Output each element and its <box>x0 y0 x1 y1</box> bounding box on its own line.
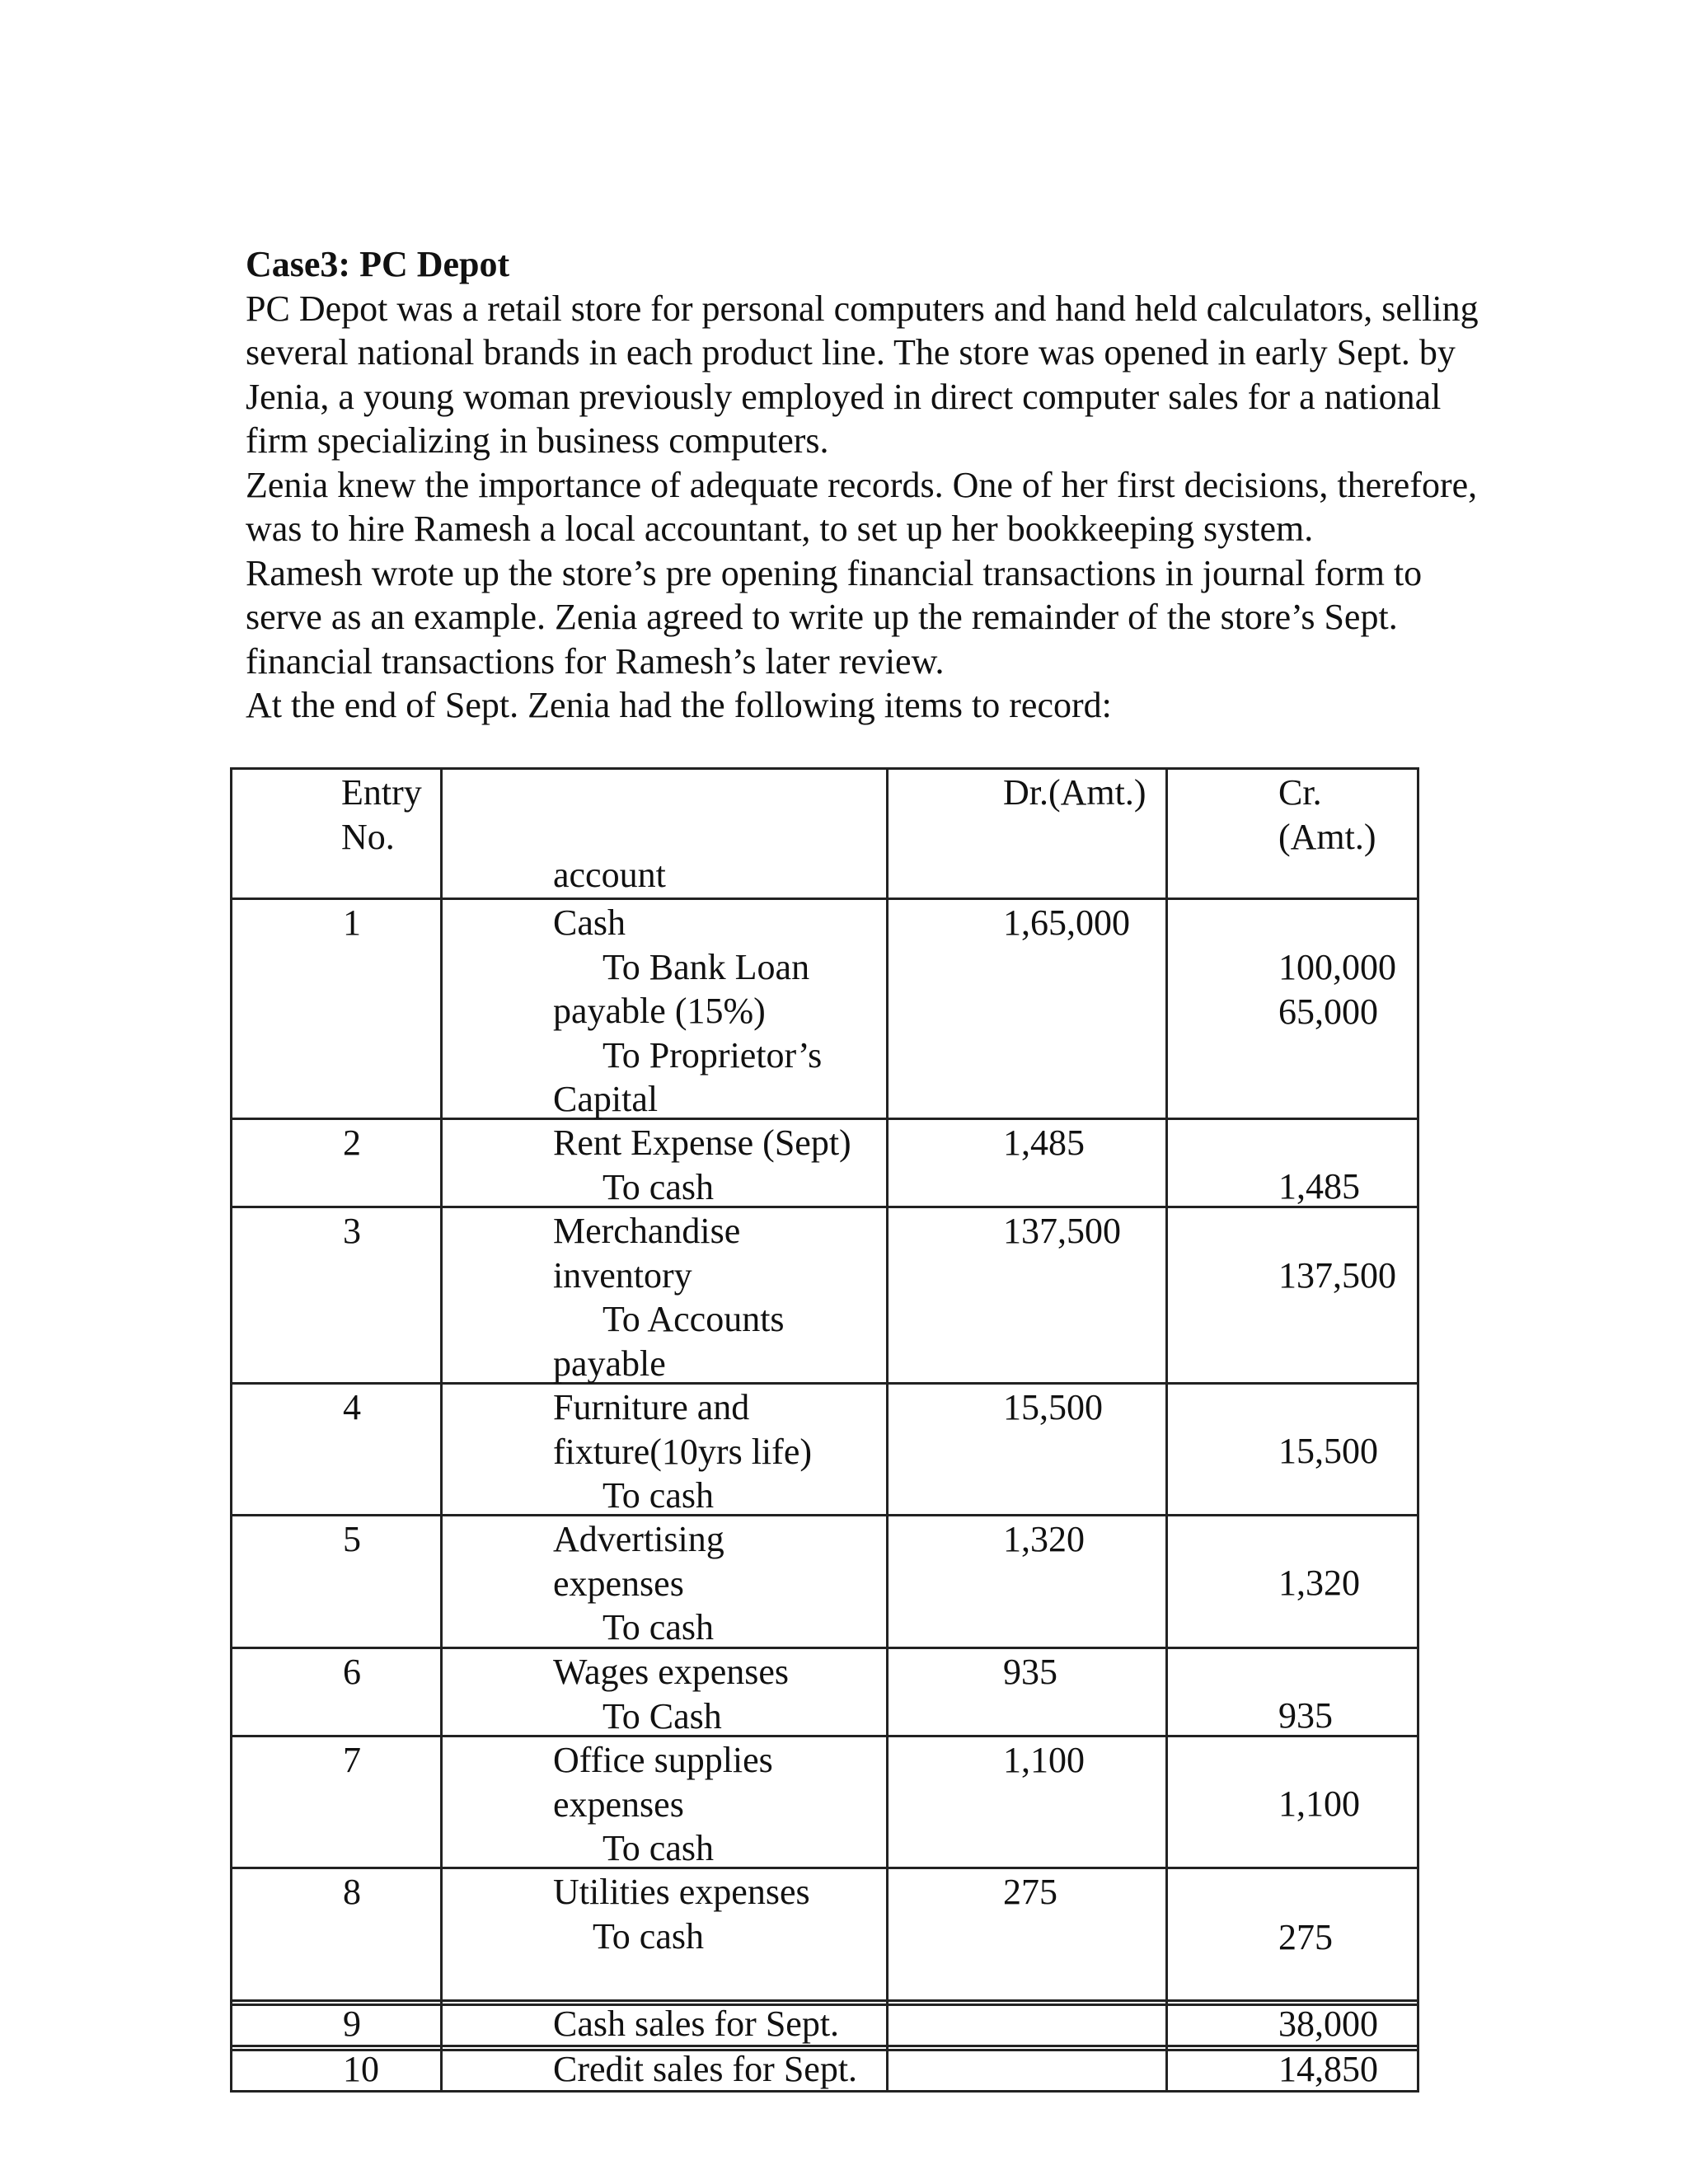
paragraph-line: At the end of Sept. Zenia had the following items to record: <box>246 685 1112 725</box>
credit-amount: 1,320 <box>1278 1563 1360 1603</box>
table-border <box>230 898 1419 900</box>
account-cell: Cash sales for Sept. <box>553 2004 840 2044</box>
table-border <box>1165 767 1168 2093</box>
table-border <box>230 1647 1419 1649</box>
credit-amount: 1,485 <box>1278 1166 1360 1207</box>
table-border <box>886 767 889 2093</box>
table-border <box>230 1735 1419 1737</box>
account-cell: Office supplies expenses To cash <box>553 1740 773 1868</box>
credit-amount: 935 <box>1278 1695 1333 1736</box>
table-border <box>230 767 1419 770</box>
entry-number: 1 <box>343 902 361 943</box>
credit-amount: 100,000 65,000 <box>1278 947 1396 1032</box>
debit-amount: 1,485 <box>1003 1122 1085 1163</box>
debit-amount: 1,65,000 <box>1003 902 1130 943</box>
paragraph-line: Jenia, a young woman previously employed in direct computer sales for a national <box>246 376 1442 417</box>
paragraph-line: firm specializing in business computers. <box>246 420 829 461</box>
credit-amount: 275 <box>1278 1917 1333 1957</box>
credit-amount: 15,500 <box>1278 1431 1378 1471</box>
header-debit: Dr.(Amt.) <box>1003 772 1146 813</box>
debit-amount: 275 <box>1003 1872 1057 1912</box>
account-cell: Utilities expenses To cash <box>553 1872 810 1957</box>
table-border <box>230 1382 1419 1385</box>
entry-number: 4 <box>343 1387 361 1427</box>
entry-number: 10 <box>343 2049 379 2089</box>
entry-number: 9 <box>343 2004 361 2044</box>
debit-amount: 1,100 <box>1003 1740 1085 1780</box>
debit-amount: 15,500 <box>1003 1387 1103 1427</box>
table-border <box>230 1118 1419 1120</box>
entry-number: 5 <box>343 1519 361 1559</box>
credit-amount: 137,500 <box>1278 1255 1396 1296</box>
paragraph-line: Zenia knew the importance of adequate records. One of her first decisions, therefore, <box>246 464 1478 505</box>
header-credit: Cr. (Amt.) <box>1278 772 1376 857</box>
account-cell: Merchandise inventory To Accounts payable <box>553 1211 785 1384</box>
account-cell: Credit sales for Sept. <box>553 2049 858 2089</box>
paragraph-line: financial transactions for Ramesh’s later review. <box>246 640 945 682</box>
credit-amount: 1,100 <box>1278 1783 1360 1824</box>
table-border <box>440 767 443 2093</box>
paragraph-line: serve as an example. Zenia agreed to write up the remainder of the store’s Sept. <box>246 597 1398 637</box>
entry-number: 3 <box>343 1211 361 1251</box>
account-cell: Furniture and fixture(10yrs life) To cash <box>553 1387 812 1516</box>
case-description <box>246 242 1581 728</box>
table-border <box>230 1867 1419 1869</box>
case-title: Case3: PC Depot <box>246 244 510 284</box>
paragraph-line: PC Depot was a retail store for personal computers and hand held calculators, selling <box>246 288 1479 329</box>
credit-amount: 14,850 <box>1278 2049 1378 2089</box>
account-cell: Advertising expenses To cash <box>553 1519 724 1647</box>
table-border <box>1417 767 1419 2093</box>
paragraph-line: Ramesh wrote up the store’s pre opening financial transactions in journal form to <box>246 552 1423 593</box>
entry-number: 7 <box>343 1740 361 1780</box>
entry-number: 6 <box>343 1652 361 1692</box>
debit-amount: 1,320 <box>1003 1519 1085 1559</box>
table-border <box>230 767 232 2093</box>
account-cell: Rent Expense (Sept) To cash <box>553 1122 851 1207</box>
paragraph-line: several national brands in each product line. The store was opened in early Sept. by <box>246 332 1456 373</box>
table-border <box>230 1514 1419 1516</box>
debit-amount: 137,500 <box>1003 1211 1121 1251</box>
account-cell: Wages expenses To Cash <box>553 1652 790 1736</box>
paragraph-line: was to hire Ramesh a local accountant, to set up her bookkeeping system. <box>246 509 1314 549</box>
header-entry-no: Entry No. <box>341 772 422 857</box>
journal-table <box>230 767 1419 2093</box>
credit-amount: 38,000 <box>1278 2004 1378 2044</box>
header-account: account <box>553 855 666 895</box>
entry-number: 2 <box>343 1122 361 1163</box>
account-cell: Cash To Bank Loan payable (15%) To Proprietor’s Capital <box>553 902 823 1119</box>
debit-amount: 935 <box>1003 1652 1057 1692</box>
entry-number: 8 <box>343 1872 361 1912</box>
